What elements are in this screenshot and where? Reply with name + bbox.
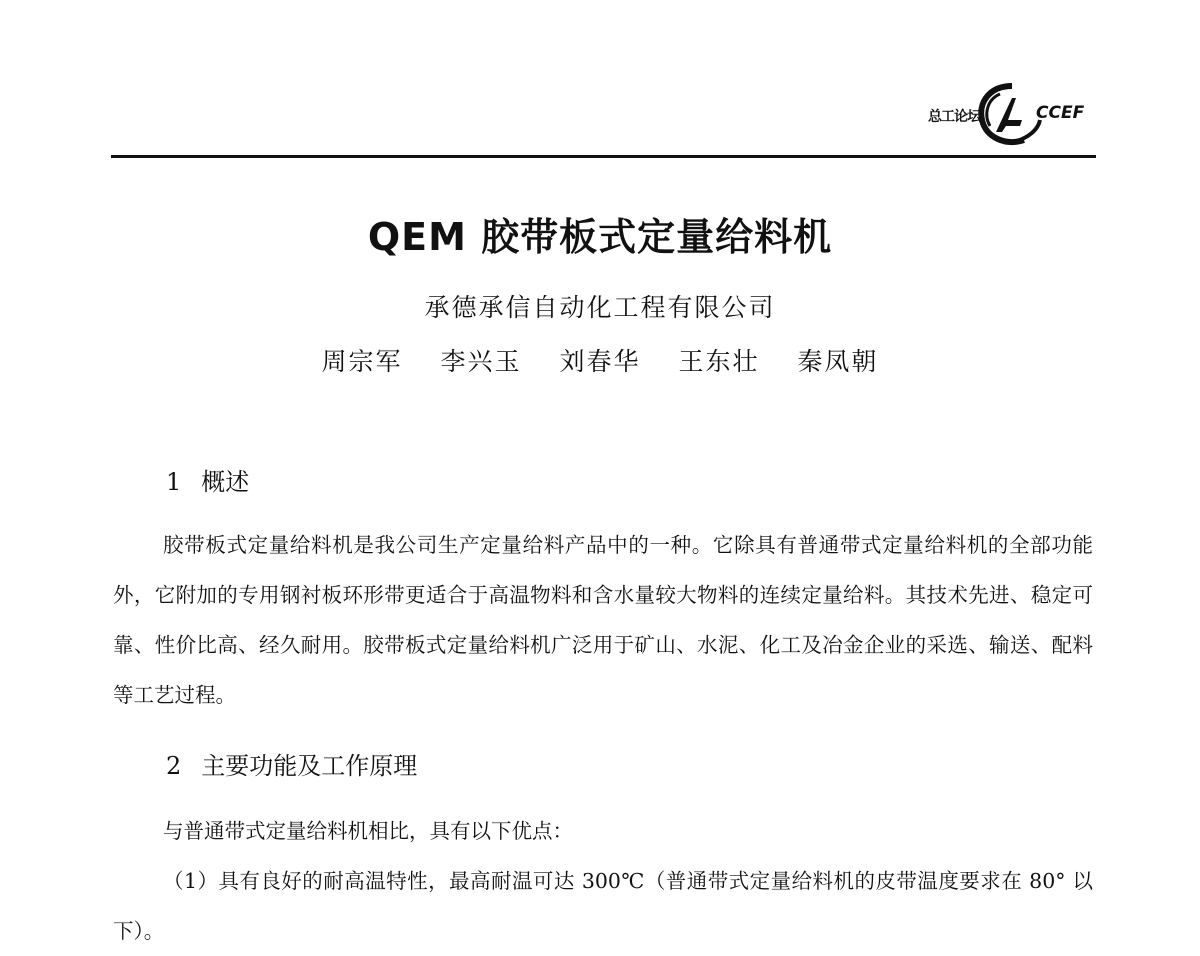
section-heading-2 — [166, 746, 417, 781]
ccef-emblem-icon — [972, 80, 1042, 154]
section-title: 主要功能及工作原理 — [201, 752, 418, 780]
section-title: 概述 — [201, 468, 250, 496]
brand-label: CCEF — [1036, 103, 1085, 123]
ccef-logo — [918, 80, 1098, 154]
section-2-paragraph: 与普通带式定量给料机相比，具有以下优点： — [163, 819, 573, 843]
paper-title: QEM 胶带板式定量给料机 — [367, 215, 833, 259]
section-heading-1 — [166, 462, 249, 497]
author: 王东壮 — [678, 347, 760, 376]
author: 刘春华 — [559, 347, 641, 376]
affiliation: 承德承信自动化工程有限公司 — [424, 293, 776, 322]
section-1-paragraph: 胶带板式定量给料机是我公司生产定量给料产品中的一种。它除具有普通带式定量给料机的全部功能外，它附加的专用钢衬板环形带更适合于高温物料和含水量较大物料的连续定量给料。其技术先进、稳定可靠、性价比高、经久耐用。胶带板式定量给料机广泛用于矿山、水泥、化工及冶金企业的采选、输送、配料等工艺过程。 — [113, 533, 1093, 707]
author: 秦凤朝 — [797, 347, 879, 376]
forum-label: 总工论坛 — [928, 109, 980, 125]
author: 周宗军 — [321, 347, 403, 376]
header-rule — [111, 155, 1096, 158]
section-2-paragraph: （1）具有良好的耐高温特性，最高耐温可达 300℃（普通带式定量给料机的皮带温度要求在 80° 以下）。 — [113, 869, 1093, 943]
author-list — [0, 342, 1200, 378]
author: 李兴玉 — [440, 347, 522, 376]
section-number: 2 — [166, 752, 182, 780]
section-number: 1 — [166, 468, 182, 496]
